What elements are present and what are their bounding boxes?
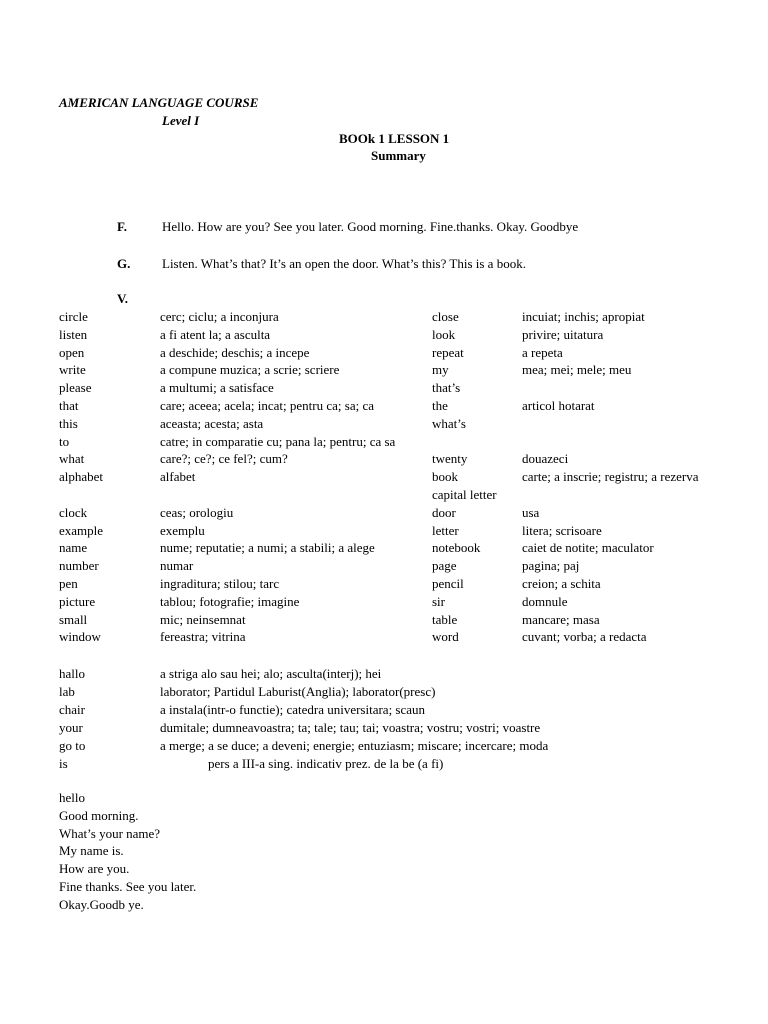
vocab-row (0, 719, 768, 737)
course-title: AMERICAN LANGUAGE COURSE (59, 95, 259, 110)
section-f-label: F. (117, 219, 127, 234)
vocab-translation: mancare; masa (522, 611, 600, 627)
vocab-translation: numar (160, 558, 194, 574)
vocab-word: page (432, 558, 457, 574)
section-v-label: V. (117, 291, 128, 306)
vocab-row (0, 683, 768, 701)
vocab-word: picture (59, 593, 96, 609)
vocab-word: letter (432, 522, 459, 538)
vocab-word: listen (59, 326, 88, 342)
vocab-word: that’s (432, 380, 461, 396)
vocab-row (0, 539, 768, 557)
vocab-translation: creion; a schita (522, 576, 601, 591)
vocab-translation: a repeta (522, 344, 563, 360)
phrase-item: hello (59, 790, 85, 805)
vocab-row (0, 557, 768, 575)
phrase-item: Good morning. (59, 807, 139, 823)
section-g-text: Listen. What’s that? It’s an open the door. What’s this? This is a book. (162, 256, 526, 271)
vocab-translation: cuvant; vorba; a redacta (522, 629, 647, 645)
vocab-row (0, 575, 768, 593)
vocab-translation: incuiat; inchis; apropiat (522, 309, 645, 324)
vocab-row (0, 628, 768, 646)
vocab-word: twenty (432, 451, 468, 467)
vocab-translation: a deschide; deschis; a incepe (160, 344, 310, 360)
vocab-word: door (432, 504, 456, 520)
vocab-translation: litera; scrisoare (522, 522, 602, 538)
vocab-translation: nume; reputatie; a numi; a stabili; a alege (160, 540, 375, 556)
vocab-word: open (59, 344, 85, 360)
section-f-text: Hello. How are you? See you later. Good morning. Fine.thanks. Okay. Goodbye (162, 219, 579, 234)
vocab-word: this (59, 415, 78, 431)
vocab-translation: laborator; Partidul Laburist(Anglia); laborator(presc) (160, 684, 436, 699)
lesson-title: BOOk 1 LESSON 1 (339, 131, 450, 146)
section-g-label: G. (117, 256, 131, 271)
vocab-word: name (59, 540, 88, 556)
vocab-translation: carte; a inscrie; registru; a rezerva (522, 469, 699, 485)
vocab-word: your (59, 720, 83, 735)
vocab-translation: usa (522, 504, 540, 520)
vocab-translation: ceas; orologiu (160, 504, 234, 520)
vocab-row (0, 326, 768, 344)
vocab-word: lab (59, 684, 75, 699)
vocab-translation: mic; neinsemnat (160, 611, 246, 627)
vocab-row (0, 433, 768, 451)
vocab-row (0, 611, 768, 629)
vocab-translation: pers a III-a sing. indicativ prez. de la be (a fi) (208, 756, 444, 771)
vocab-translation: a striga alo sau hei; alo; asculta(interj); hei (160, 666, 382, 681)
vocab-translation: catre; in comparatie cu; pana la; pentru; ca sa (160, 433, 396, 449)
vocab-word: table (432, 611, 458, 627)
vocab-translation: a multumi; a satisface (160, 380, 274, 396)
phrase-item: What’s your name? (59, 825, 161, 841)
vocab-translation: exemplu (160, 522, 205, 538)
vocab-word: notebook (432, 540, 481, 556)
vocab-word: what (59, 451, 85, 467)
vocab-translation: care?; ce?; ce fel?; cum? (160, 451, 288, 467)
vocab-word: word (432, 629, 459, 645)
vocab-word: that (59, 398, 79, 413)
vocab-word: repeat (432, 344, 464, 360)
vocab-word: alphabet (59, 469, 104, 485)
vocab-translation: alfabet (160, 469, 196, 485)
vocab-word: chair (59, 702, 85, 717)
vocab-word: what’s (432, 415, 466, 431)
vocab-word: circle (59, 309, 88, 324)
vocab-row (0, 593, 768, 611)
vocab-translation: douazeci (522, 451, 569, 467)
vocab-word: example (59, 522, 104, 538)
vocab-translation: a instala(intr-o functie); catedra universitara; scaun (160, 702, 426, 717)
vocab-row (0, 468, 768, 486)
vocab-row (0, 361, 768, 379)
vocab-word: book (432, 469, 458, 485)
phrase-item: My name is. (59, 843, 124, 859)
vocab-word: close (432, 309, 459, 324)
vocab-translation: care; aceea; acela; incat; pentru ca; sa; ca (160, 398, 374, 413)
vocab-translation: tablou; fotografie; imagine (160, 593, 300, 609)
vocab-word: number (59, 558, 99, 574)
vocab-word: hallo (59, 666, 85, 681)
vocab-translation: dumitale; dumneavoastra; ta; tale; tau; tai; voastra; vostru; vostri; voastre (160, 720, 541, 735)
vocab-row (0, 344, 768, 362)
vocab-word: write (59, 362, 86, 378)
vocab-row (0, 379, 768, 397)
vocab-translation: a fi atent la; a asculta (160, 326, 271, 342)
vocab-word: to (59, 433, 70, 449)
vocab-word: small (59, 611, 88, 627)
vocab-translation: fereastra; vitrina (160, 629, 246, 645)
vocab-word: please (59, 380, 92, 396)
vocab-row (0, 450, 768, 468)
vocab-translation: privire; uitatura (522, 326, 604, 342)
vocab-row (0, 522, 768, 540)
vocab-row (0, 504, 768, 522)
level-title: Level I (162, 113, 200, 128)
vocab-word: capital letter (432, 487, 497, 502)
vocab-word: go to (59, 738, 86, 753)
vocab-row (0, 308, 768, 326)
vocab-word: is (59, 756, 68, 771)
vocab-row (0, 737, 768, 755)
vocab-word: sir (432, 593, 445, 609)
vocab-translation: a compune muzica; a scrie; scriere (160, 362, 340, 378)
vocab-word: pencil (432, 576, 464, 591)
vocab-row (0, 415, 768, 433)
phrase-item: How are you. (59, 861, 130, 877)
vocab-translation: aceasta; acesta; asta (160, 415, 264, 431)
vocab-row (0, 486, 768, 504)
vocab-translation: a merge; a se duce; a deveni; energie; entuziasm; miscare; incercare; moda (160, 738, 549, 753)
vocab-translation: domnule (522, 593, 568, 609)
vocab-row (0, 701, 768, 719)
vocab-word: my (432, 362, 449, 378)
vocab-word: window (59, 629, 101, 645)
vocab-row (0, 665, 768, 683)
vocab-translation: pagina; paj (522, 558, 580, 574)
summary-title: Summary (371, 148, 426, 163)
vocab-word: the (432, 398, 448, 413)
vocab-translation: mea; mei; mele; meu (522, 362, 632, 378)
vocab-row (0, 755, 768, 773)
vocab-translation: ingraditura; stilou; tarc (160, 576, 280, 591)
phrase-item: Okay.Goodb ye. (59, 896, 144, 912)
vocab-word: look (432, 326, 456, 342)
vocab-translation: caiet de notite; maculator (522, 540, 654, 556)
vocab-word: pen (59, 576, 78, 591)
vocab-word: clock (59, 504, 88, 520)
vocab-translation: cerc; ciclu; a inconjura (160, 309, 279, 324)
vocab-row (0, 397, 768, 415)
phrase-item: Fine thanks. See you later. (59, 879, 197, 894)
vocab-translation: articol hotarat (522, 398, 595, 413)
